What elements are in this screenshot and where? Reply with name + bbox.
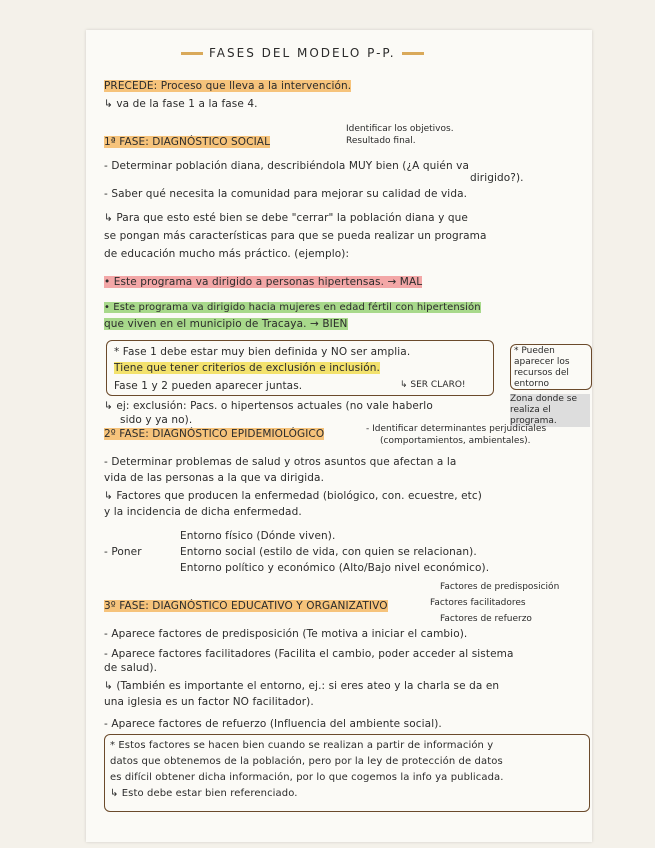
side-note: Factores de predisposición xyxy=(440,582,560,592)
text-line: * Estos factores se hacen bien cuando se realizan a partir de información y xyxy=(110,740,494,751)
text-line: Tiene que tener criterios de exclusión e inclusión. xyxy=(114,362,380,374)
section-heading-1: 1ª FASE: DIAGNÓSTICO SOCIAL xyxy=(104,136,271,148)
text-line: - Poner xyxy=(104,546,142,558)
section-heading-3: 3º FASE: DIAGNÓSTICO EDUCATIVO Y ORGANIZATIVO xyxy=(104,600,388,612)
text-line: y la incidencia de dicha enfermedad. xyxy=(104,506,302,518)
text-line: - Saber qué necesita la comunidad para mejorar su calidad de vida. xyxy=(104,188,468,200)
example-line: • Este programa va dirigido a personas hipertensas. → MAL xyxy=(104,276,423,288)
text-line: una iglesia es un factor NO facilitador). xyxy=(104,696,314,708)
side-note: * Pueden aparecer los recursos del entorno xyxy=(514,346,570,389)
side-note: Identificar los objetivos. xyxy=(346,124,454,134)
side-note: (comportamientos, ambientales). xyxy=(380,436,531,446)
section-heading-2: 2º FASE: DIAGNÓSTICO EPIDEMIOLÓGICO xyxy=(104,428,325,440)
text-line: es difícil obtener dicha información, por lo que cogemos la info ya publicada. xyxy=(110,772,504,783)
side-note: Zona donde se realiza el programa. xyxy=(510,394,590,427)
text-line: dirigido?). xyxy=(470,172,524,184)
text-line: - Aparece factores de predisposición (Te motiva a iniciar el cambio). xyxy=(104,628,468,640)
example-line: que viven en el municipio de Tracaya. → BIEN xyxy=(104,318,348,330)
side-note: Factores facilitadores xyxy=(430,598,526,608)
text-line: Entorno político y económico (Alto/Bajo nivel económico). xyxy=(180,562,490,574)
text-line: ↳ Para que esto esté bien se debe "cerrar" la población diana y que xyxy=(104,212,468,224)
side-note: Resultado final. xyxy=(346,136,416,146)
text-line: Entorno social (estilo de vida, con quien se relacionan). xyxy=(180,546,477,558)
side-note: ↳ SER CLARO! xyxy=(400,380,466,390)
text-line: ↳ va de la fase 1 a la fase 4. xyxy=(104,98,258,110)
text-line: vida de las personas a la que va dirigida. xyxy=(104,472,325,484)
text-line: ↳ ej: exclusión: Pacs. o hipertensos actuales (no vale haberlo xyxy=(104,400,433,412)
text-line: sido y ya no). xyxy=(120,414,193,426)
text-line: Fase 1 y 2 pueden aparecer juntas. xyxy=(114,380,303,392)
text-line: - Determinar problemas de salud y otros asuntos que afectan a la xyxy=(104,456,457,468)
text-line: - Determinar población diana, describiéndola MUY bien (¿A quién va xyxy=(104,160,469,172)
text-line: datos que obtenemos de la población, pero por la ley de protección de datos xyxy=(110,756,503,767)
text-line: * Fase 1 debe estar muy bien definida y NO ser amplia. xyxy=(114,346,411,358)
text-line: ↳ (También es importante el entorno, ej.: si eres ateo y la charla se da en xyxy=(104,680,500,692)
text-line: - Aparece factores de refuerzo (Influencia del ambiente social). xyxy=(104,718,442,730)
text-line: de educación mucho más práctico. (ejemplo): xyxy=(104,248,350,260)
side-note: Factores de refuerzo xyxy=(440,614,532,624)
side-note: - Identificar determinantes perjudiciales xyxy=(366,424,547,434)
text-line: ↳ Factores que producen la enfermedad (biológico, con. ecuestre, etc) xyxy=(104,490,482,502)
text-line: - Aparece factores facilitadores (Facilita el cambio, poder acceder al sistema xyxy=(104,648,514,660)
text-line: Entorno físico (Dónde viven). xyxy=(180,530,336,542)
example-line: • Este programa va dirigido hacia mujeres en edad fértil con hipertensión xyxy=(104,302,481,313)
page-title: FASES DEL MODELO P-P. xyxy=(175,46,430,60)
text-line: ↳ Esto debe estar bien referenciado. xyxy=(110,788,298,799)
text-line: PRECEDE: Proceso que lleva a la intervención. xyxy=(104,80,352,92)
text-line: se pongan más características para que se pueda realizar un programa xyxy=(104,230,487,242)
text-line: de salud). xyxy=(104,662,158,674)
